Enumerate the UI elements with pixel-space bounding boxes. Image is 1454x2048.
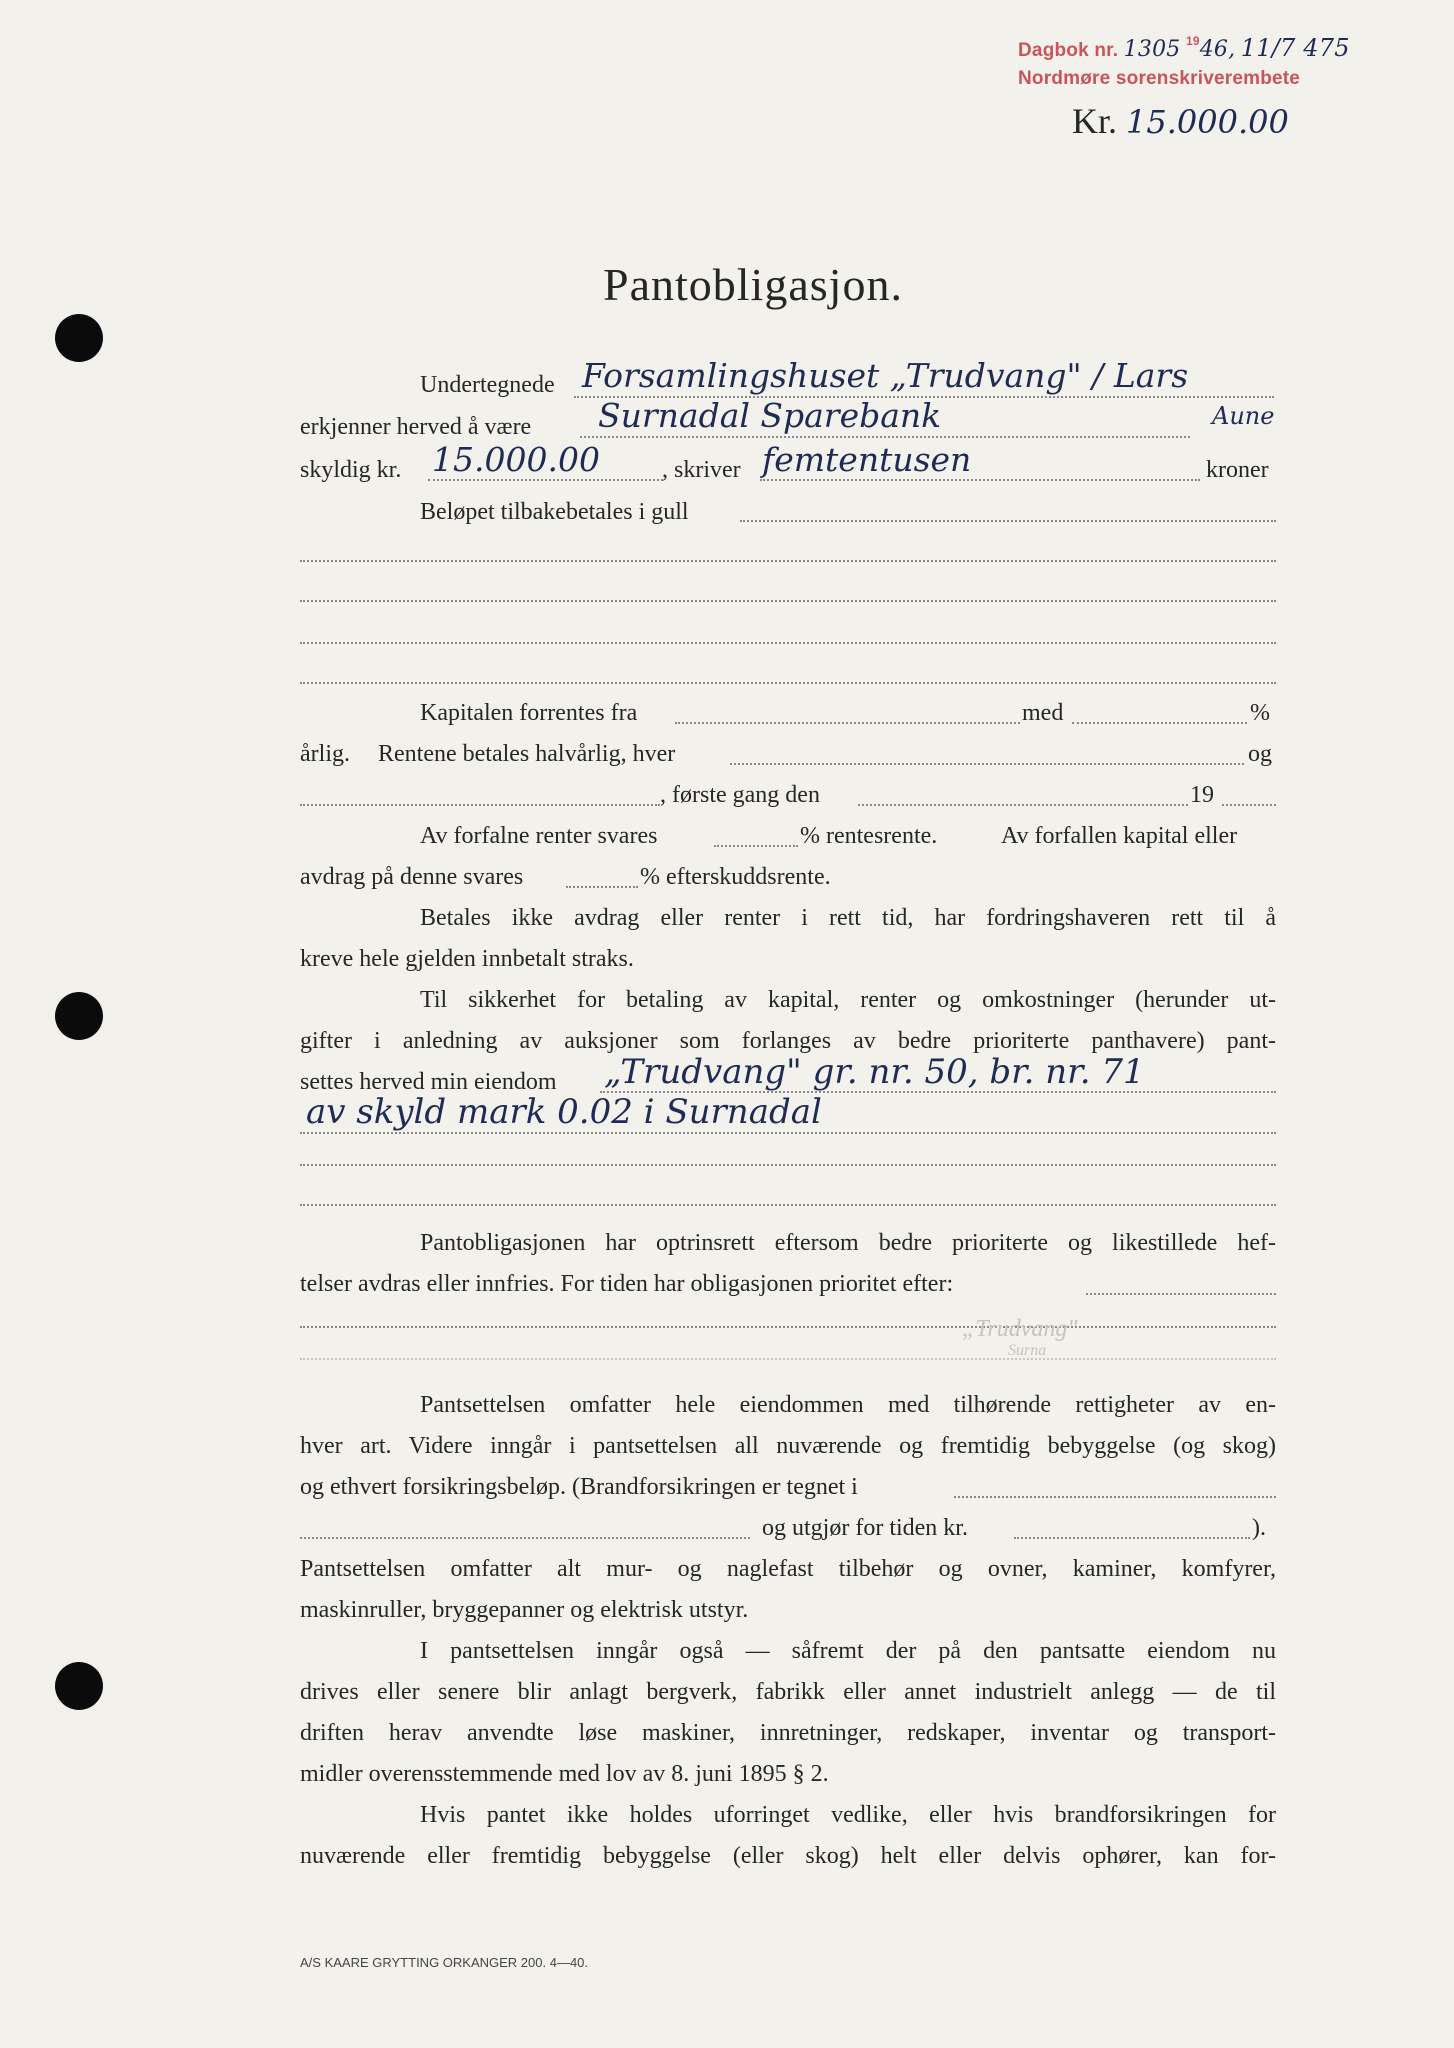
- skyldig-label: skyldig kr.: [300, 457, 402, 483]
- forste-label: , første gang den: [660, 782, 820, 808]
- paragraph-line: nuværende eller fremtidig bebyggelse (eller skog) helt eller delvis ophører, kan for-: [300, 1843, 1276, 1869]
- forste-rule: [300, 804, 660, 806]
- bleed-through-stamp-sub: Surna: [1008, 1342, 1047, 1359]
- forfalne-b: % rentesrente.: [800, 823, 938, 849]
- rentene-label: Rentene betales halvårlig, hver: [378, 741, 676, 767]
- eiendom-label: settes herved min eiendom: [300, 1069, 557, 1095]
- document-title: Pantobligasjon.: [603, 259, 903, 310]
- forste-date-rule: [858, 804, 1188, 806]
- med-rule: [1072, 722, 1247, 724]
- utgjor-label: og utgjør for tiden kr.: [762, 1515, 968, 1541]
- undertegnede-value: Forsamlingshuset „Trudvang" / Lars: [582, 356, 1189, 395]
- forsikring-rule: [954, 1496, 1276, 1498]
- paragraph-line: Pantsettelsen omfatter hele eiendommen med tilhørende rettigheter av en-: [420, 1392, 1276, 1418]
- paragraph-line: Betales ikke avdrag eller renter i rett tid, har fordringshaveren rett til å: [420, 905, 1276, 931]
- skyldig-rule: [428, 479, 663, 481]
- rentene-rule: [730, 763, 1244, 765]
- skriver-rule: [760, 479, 1200, 481]
- punch-hole: [55, 314, 103, 362]
- forsikring-label: og ethvert forsikringsbeløp. (Brandforsikringen er tegnet i: [300, 1474, 858, 1500]
- prioritet-label: telser avdras eller innfries. For tiden har obligasjonen prioritet efter:: [300, 1271, 954, 1297]
- blank-rule: [300, 682, 1276, 684]
- blank-rule: [300, 600, 1276, 602]
- bleed-through-stamp: „Trudvang": [962, 1316, 1078, 1342]
- registry-stamp-line1: [1018, 34, 1350, 62]
- paragraph-line: kreve hele gjelden innbetalt straks.: [300, 946, 634, 972]
- blank-rule: [300, 560, 1276, 562]
- utgjor-rule-left: [300, 1537, 750, 1539]
- stamp-dagbok-label: Dagbok nr.: [1018, 40, 1119, 61]
- amount-header: [1072, 100, 1289, 142]
- punch-hole: [55, 1662, 103, 1710]
- punch-hole: [55, 992, 103, 1040]
- registry-stamp-line2: Nordmøre sorenskriverembete: [1018, 68, 1301, 89]
- skriver-label: , skriver: [662, 457, 741, 483]
- kapitalen-rule: [675, 722, 1020, 724]
- stamp-reference: 11/7 475: [1240, 34, 1350, 62]
- blank-rule: [300, 1164, 1276, 1166]
- printer-imprint: A/S KAARE GRYTTING ORKANGER 200. 4—40.: [300, 1955, 589, 1970]
- faint-rule: [300, 1358, 1276, 1360]
- skriver-value: femtentusen: [762, 440, 972, 479]
- avdrag-a: avdrag på denne svares: [300, 864, 524, 890]
- eiendom-rule-2: [300, 1132, 1276, 1134]
- stamp-dagbok-number: 1305: [1123, 37, 1181, 62]
- gull-rule: [740, 520, 1276, 522]
- blank-rule: [300, 642, 1276, 644]
- forfalne-c: Av forfallen kapital eller: [1001, 823, 1238, 849]
- avdrag-b: % efterskuddsrente.: [640, 864, 831, 890]
- med-label: med: [1022, 700, 1064, 726]
- undertegnede-label: Undertegnede: [420, 372, 555, 398]
- paragraph-line: Pantsettelsen omfatter alt mur- og naglefast tilbehør og ovner, kaminer, komfyrer,: [300, 1556, 1276, 1582]
- kapitalen-label: Kapitalen forrentes fra: [420, 700, 638, 726]
- gull-label: Beløpet tilbakebetales i gull: [420, 499, 689, 525]
- erkjenner-value: Surnadal Sparebank: [598, 396, 942, 435]
- paragraph-line: Hvis pantet ikke holdes uforringet vedlike, eller hvis brandforsikringen for: [420, 1802, 1276, 1828]
- eiendom-value-1: „Trudvang" gr. nr. 50, br. nr. 71: [604, 1052, 1145, 1092]
- aarlig-label: årlig.: [300, 741, 350, 767]
- paragraph-line: midler overensstemmende med lov av 8. juni 1895 § 2.: [300, 1761, 829, 1787]
- blank-rule: [300, 1204, 1276, 1206]
- paragraph-line: drives eller senere blir anlagt bergverk, fabrikk eller annet industrielt anlegg — de til: [300, 1679, 1276, 1705]
- paragraph-line: I pantsettelsen inngår også — såfremt der på den pantsatte eiendom nu: [420, 1638, 1276, 1664]
- og-label: og: [1248, 741, 1272, 767]
- kroner-label: kroner: [1206, 457, 1269, 483]
- paragraph-line: driften herav anvendte løse maskiner, innretninger, redskaper, inventar og transport-: [300, 1720, 1276, 1746]
- utgjor-rule: [1014, 1537, 1250, 1539]
- percent-label: %: [1250, 700, 1270, 726]
- forfalne-a: Av forfalne renter svares: [420, 823, 658, 849]
- amount-value: 15.000.00: [1126, 103, 1289, 141]
- nitten-label: 19: [1190, 782, 1214, 808]
- utgjor-end: ).: [1252, 1515, 1266, 1541]
- blank-rule: [300, 1326, 1276, 1328]
- erkjenner-label: erkjenner herved å være: [300, 414, 532, 440]
- paragraph-line: hver art. Videre inngår i pantsettelsen all nuværende og fremtidig bebyggelse (og skog): [300, 1433, 1276, 1459]
- undertegnede-extra: Aune: [1212, 402, 1275, 430]
- stamp-year-prefix: 19: [1185, 34, 1200, 48]
- prioritet-rule: [1086, 1293, 1276, 1295]
- forfalne-rule: [714, 845, 798, 847]
- amount-prefix: Kr.: [1072, 101, 1117, 141]
- paragraph-line: Til sikkerhet for betaling av kapital, renter og omkostninger (herunder ut-: [420, 987, 1276, 1013]
- eiendom-value-2: av skyld mark 0.02 i Surnadal: [306, 1092, 822, 1132]
- paragraph-line: maskinruller, bryggepanner og elektrisk utstyr.: [300, 1597, 749, 1623]
- year-rule: [1222, 804, 1276, 806]
- erkjenner-rule: [580, 436, 1190, 438]
- skyldig-value: 15.000.00: [432, 440, 600, 479]
- stamp-year: 46,: [1199, 37, 1236, 62]
- paragraph-line: gifter i anledning av auksjoner som forlanges av bedre prioriterte panthavere) pant-: [300, 1028, 1276, 1054]
- paragraph-line: Pantobligasjonen har optrinsrett eftersom bedre prioriterte og likestillede hef-: [420, 1230, 1276, 1256]
- avdrag-rule: [566, 886, 638, 888]
